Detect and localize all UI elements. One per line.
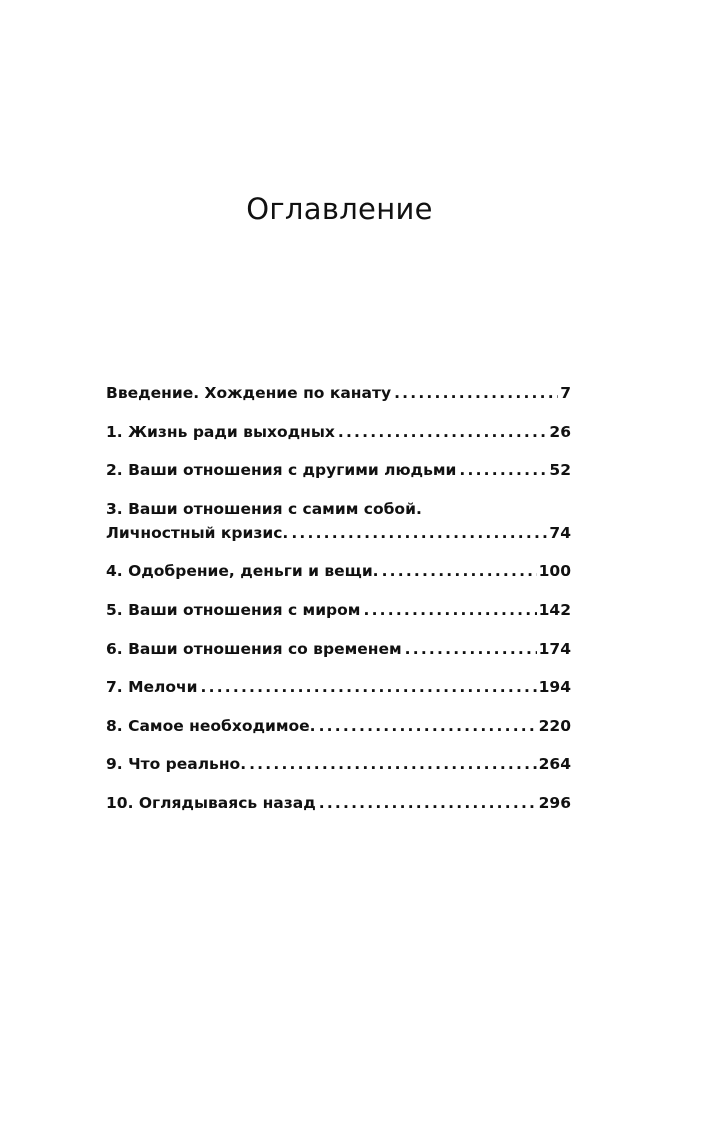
dot-leader: [319, 791, 537, 815]
toc-entry-title: Введение. Хождение по канату: [106, 384, 392, 402]
toc-entry-chapter-2[interactable]: [106, 458, 571, 482]
toc-page-number: 142: [538, 600, 571, 619]
toc-row: [106, 420, 571, 444]
dot-leader: [459, 458, 547, 482]
dot-leader: [319, 714, 537, 738]
page-title: Оглавление: [246, 192, 433, 226]
toc-row: [106, 637, 571, 661]
toc-entry-title: 1. Жизнь ради выходных: [106, 422, 335, 441]
dot-leader: [249, 752, 537, 776]
toc-entry-chapter-10[interactable]: [106, 791, 571, 815]
toc-page-number: 194: [538, 678, 571, 697]
toc-entry-chapter-5[interactable]: [106, 598, 571, 622]
toc-page-number: 100: [538, 562, 571, 581]
toc-page-number: 52: [549, 461, 571, 480]
toc-page-number: 7: [560, 384, 571, 402]
dot-leader: [201, 675, 537, 699]
toc-page-number: 26: [549, 422, 571, 441]
toc-entry-title: 3. Ваши отношения с самим собой.: [106, 499, 422, 518]
toc-entry-title: 8. Самое необходимое.: [106, 716, 316, 735]
toc-entry-chapter-4[interactable]: [106, 559, 571, 583]
toc-page-number: 220: [538, 716, 571, 735]
dot-leader: [394, 381, 558, 405]
toc-entry-title: 7. Мелочи: [106, 678, 198, 697]
toc-entry-title: 10. Оглядываясь назад: [106, 793, 316, 812]
toc-row: [106, 791, 571, 815]
toc-entry-title: 5. Ваши отношения с миром: [106, 600, 361, 619]
dot-leader: [405, 637, 537, 661]
toc-entry-chapter-7[interactable]: [106, 675, 571, 699]
toc-row: [106, 521, 571, 545]
toc-entry-intro[interactable]: [106, 381, 571, 405]
toc-row: [106, 381, 571, 405]
toc-row: [106, 598, 571, 622]
dot-leader: [338, 420, 548, 444]
dot-leader: [291, 521, 547, 545]
toc-row-first-line: [106, 497, 571, 521]
dot-leader: [363, 598, 536, 622]
toc-row: [106, 675, 571, 699]
toc-entry-chapter-3[interactable]: [106, 497, 571, 545]
toc-row: [106, 559, 571, 583]
toc-row: [106, 714, 571, 738]
toc-page-number: 296: [538, 793, 571, 812]
toc-page-number: 74: [549, 523, 571, 542]
toc-row: [106, 752, 571, 776]
toc-entry-chapter-8[interactable]: [106, 714, 571, 738]
toc-page-number: 174: [538, 639, 571, 658]
toc-row: [106, 458, 571, 482]
toc-page-number: 264: [538, 755, 571, 774]
toc-entry-title: 2. Ваши отношения с другими людьми: [106, 461, 457, 480]
toc-entry-title-continued: Личностный кризис.: [106, 523, 289, 542]
dot-leader: [382, 559, 537, 583]
toc-entry-title: 6. Ваши отношения со временем: [106, 639, 402, 658]
toc-entry-title: 9. Что реально.: [106, 755, 247, 774]
table-of-contents: [106, 381, 571, 830]
toc-entry-chapter-6[interactable]: [106, 637, 571, 661]
toc-entry-title: 4. Одобрение, деньги и вещи.: [106, 562, 379, 581]
toc-entry-chapter-9[interactable]: [106, 752, 571, 776]
toc-entry-chapter-1[interactable]: [106, 420, 571, 444]
